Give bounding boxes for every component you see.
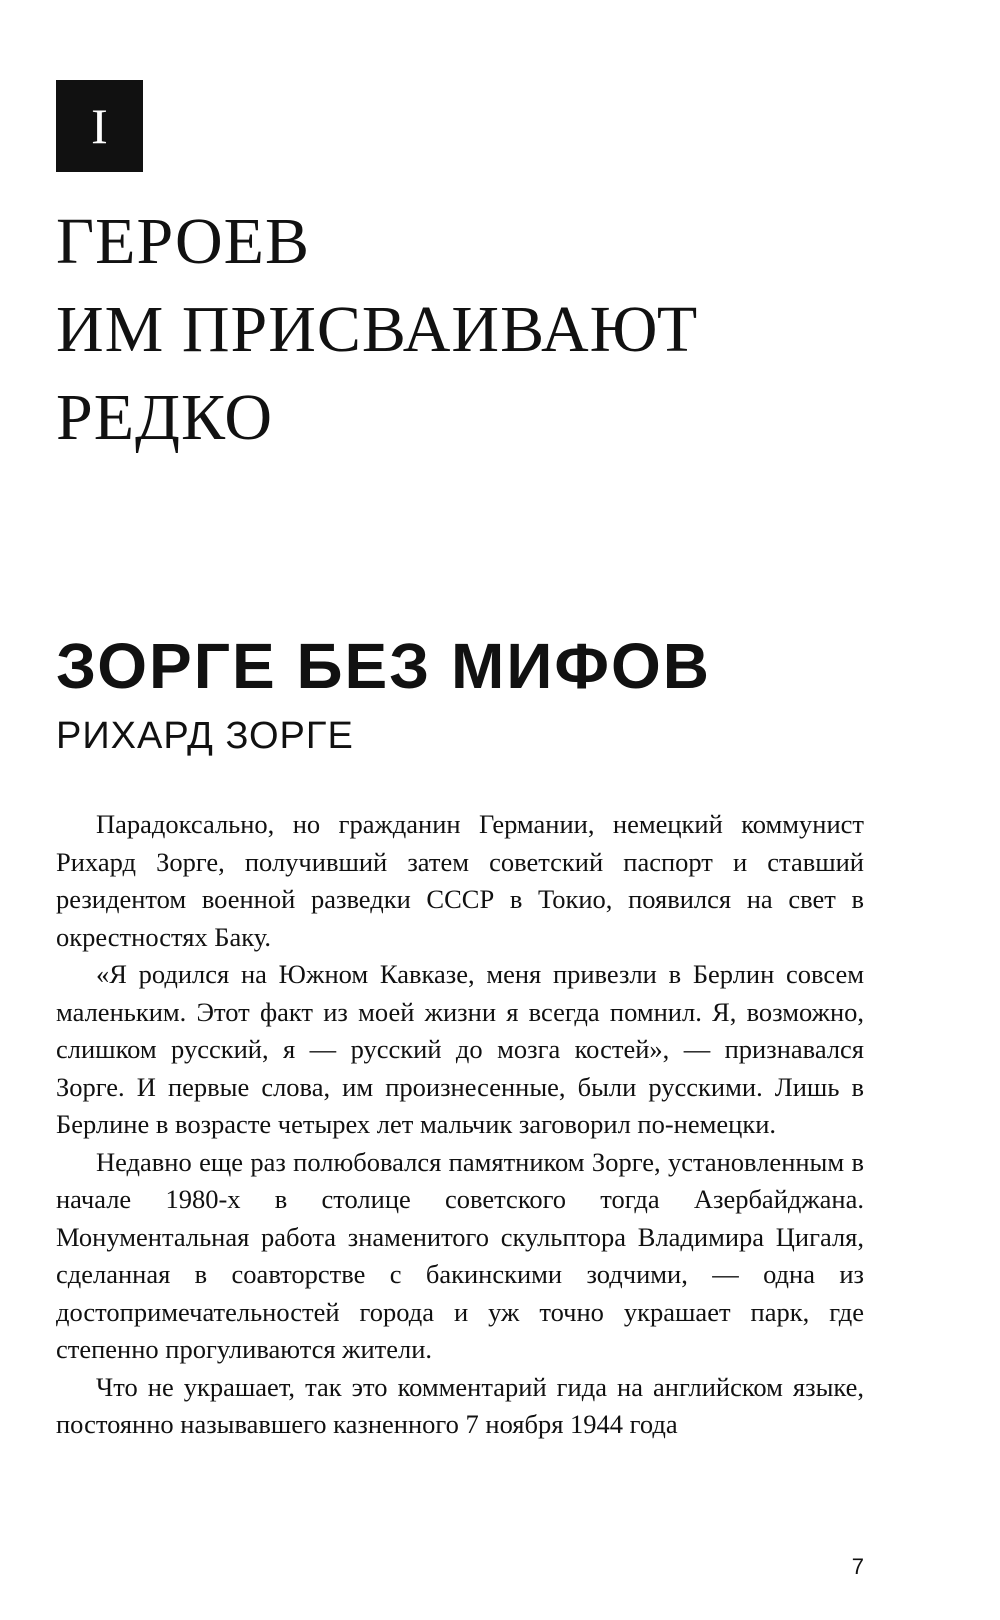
paragraph: «Я родился на Южном Кавказе, меня привезли в Берлин совсем маленьким. Этот факт из моей жизни я всегда помнил. Я, возможно, слишком русский, я — русский до мозга костей», — признавался Зорге. И первые слова, им произнесенные, были русскими. Лишь в Берлине в возрасте четырех лет мальчик заговорил по-немецки. (56, 959, 864, 1139)
body-text (56, 806, 864, 1444)
part-title-line: ГЕРОЕВ (56, 205, 310, 278)
part-title-line: РЕДКО (56, 381, 274, 454)
page-number: 7 (851, 1554, 864, 1579)
part-number-badge: I (56, 80, 143, 172)
chapter-subtitle: РИХАРД ЗОРГЕ (56, 715, 354, 757)
part-title (56, 198, 698, 462)
part-title-line: ИМ ПРИСВАИВАЮТ (56, 293, 699, 366)
paragraph: Недавно еще раз полюбовался памятником Зорге, установленным в начале 1980-х в столице советского тогда Азербайджана. Монументальная работа знаменитого скульптора Владимира Цигаля, сделанная в соавторстве с бакинскими зодчими, — одна из достопримечательностей города и уж точно украшает парк, где степенно прогуливаются жители. (56, 1146, 864, 1364)
paragraph: Парадоксально, но гражданин Германии, немецкий коммунист Рихард Зорге, получивший затем советский паспорт и ставший резидентом военной разведки СССР в Токио, появился на свет в окрестностях Баку. (56, 809, 864, 952)
chapter-title: ЗОРГЕ БЕЗ МИФОВ (56, 630, 711, 702)
paragraph: Что не украшает, так это комментарий гида на английском языке, постоянно называвшего казненного 7 ноября 1944 года (56, 1371, 864, 1439)
